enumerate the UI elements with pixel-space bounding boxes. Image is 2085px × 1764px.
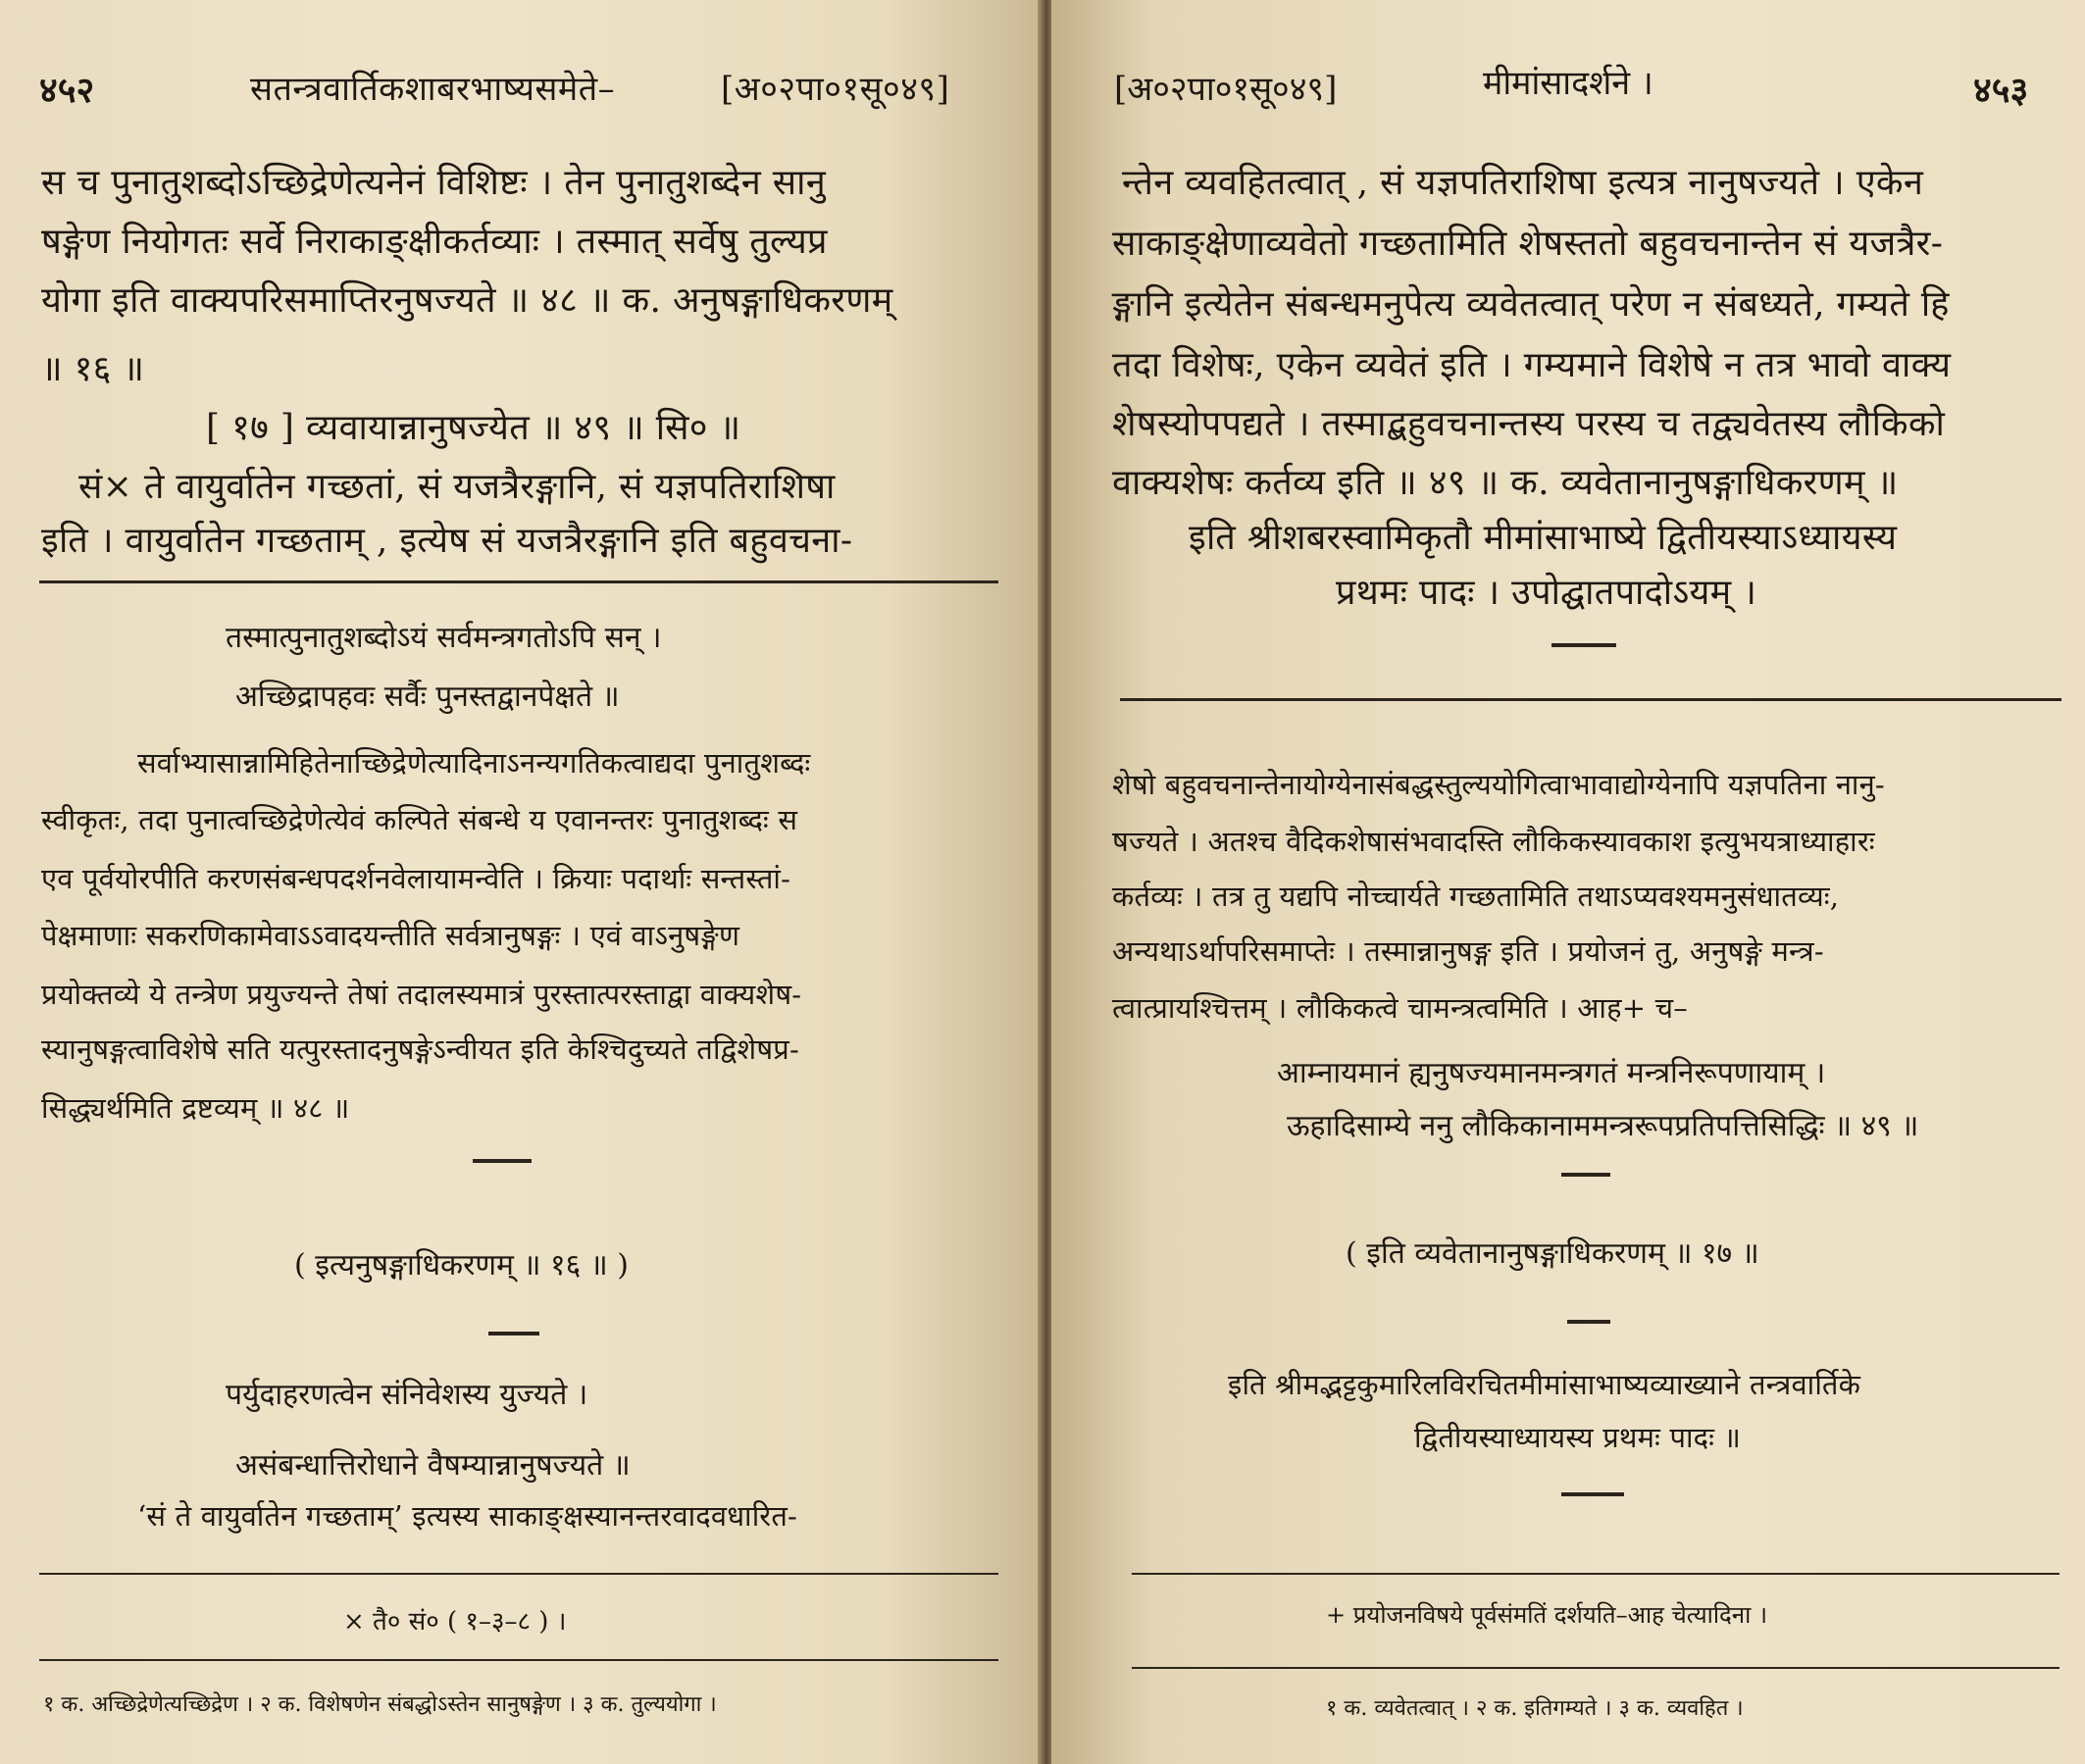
- left-commentary-line-7: सिद्ध्यर्थमिति द्रष्टव्यम् ॥ ४८ ॥: [41, 1091, 350, 1125]
- left-commentary-line-3: एव पूर्वयोरपीति करणसंबन्धपदर्शनवेलायामन्वेति । क्रियाः पदार्थाः सन्तस्तां-: [41, 862, 791, 895]
- right-commentary-line-1: शेषो बहुवचनान्तेनायोग्येनासंबद्धस्तुल्ययोगित्वाभावाद्योग्येनापि यज्ञपतिना नानु-: [1112, 768, 1885, 801]
- left-section-dash-2: [488, 1332, 539, 1336]
- right-colophon-line-2: प्रथमः पादः । उपोद्घातपादोऽयम् ।: [1336, 573, 1757, 613]
- right-section-ref: [अ०२पा०१सू०४९]: [1114, 70, 1338, 109]
- left-bhashya-line-2: षङ्गेण नियोगतः सर्वे निराकाङ्क्षीकर्तव्याः । तस्मात् सर्वेषु तुल्यप्र: [41, 222, 828, 262]
- left-bhashya2-line-2: इति । वायुर्वातेन गच्छताम् , इत्येष सं यजत्रैरङ्गानि इति बहुवचना-: [41, 521, 853, 561]
- right-footnotes: १ क. व्यवेतत्वात् । २ क. इतिगम्यते । ३ क. व्यवहित ।: [1326, 1696, 1744, 1721]
- right-section-end: ( इति व्यवेतानानुषङ्गाधिकरणम् ॥ १७ ॥: [1346, 1236, 1759, 1271]
- left-footnote-rule: [39, 1659, 998, 1661]
- left-bhashya-line-3: योगा इति वाक्यपरिसमाप्तिरनुषज्यते ॥ ४८ ॥ क. अनुषङ्गाधिकरणम्: [41, 280, 893, 321]
- right-bhashya-line-1: न्तेन व्यवहितत्वात् , सं यज्ञपतिराशिषा इत्यत्र नानुषज्यते । एकेन: [1122, 163, 1924, 203]
- left-footnotes: १ क. अच्छिद्रेणेत्यच्छिद्रेण । २ क. विशेषणेन संबद्धोऽस्तेन सानुषङ्गेण । ३ क. तुल्ययोगा ।: [43, 1692, 717, 1717]
- right-bhashya-line-5: शेषस्योपपद्यते । तस्माद्बहुवचनान्तस्य परस्य च तद्व्यवेतस्य लौकिको: [1112, 404, 1946, 444]
- right-commentary-line-3: कर्तव्यः । तत्र तु यद्यपि नोच्चार्यते गच्छतामिति तथाऽप्यवश्यमनुसंधातव्यः,: [1112, 880, 1840, 913]
- left-commentary2-line: ‘सं ते वायुर्वातेन गच्छताम्’ इत्यस्य साकाङ्क्षस्यानन्तरवादवधारित-: [137, 1499, 798, 1533]
- left-bhashya2-line-1: सं× ते वायुर्वातेन गच्छतां, सं यजत्रैरङ्गानि, सं यज्ञपतिराशिषा: [78, 467, 836, 507]
- left-verse2-line-2: असंबन्धात्तिरोधाने वैषम्यान्नानुषज्यते ॥: [235, 1448, 631, 1483]
- sutra-line: [ १७ ] व्यवायान्नानुषज्येत ॥ ४९ ॥ सि० ॥: [206, 408, 741, 448]
- right-divider-rule: [1120, 698, 2061, 701]
- right-colophon2-line-1: इति श्रीमद्भट्टकुमारिलविरचितमीमांसाभाष्यव्याख्याने तन्त्रवार्तिके: [1228, 1368, 1861, 1401]
- left-section-dash-1: [473, 1159, 532, 1163]
- left-commentary-line-6: स्यानुषङ्गत्वाविशेषे सति यत्पुरस्तादनुषङ्गेऽन्वीयत इति केश्चिदुच्यते तद्विशेषप्र-: [41, 1033, 799, 1066]
- right-note-rule: [1132, 1573, 2060, 1575]
- right-page-number: ४५३: [1973, 70, 2029, 111]
- right-colophon-dash: [1551, 643, 1616, 647]
- right-commentary-line-5: त्वात्प्रायश्चित्तम् । लौकिकत्वे चामन्त्रत्वमिति । आह+ च–: [1112, 991, 1688, 1025]
- right-note: + प्रयोजनविषये पूर्वसंमतिं दर्शयति–आह चेत्यादिना ।: [1326, 1601, 1768, 1629]
- left-commentary-line-1: सर्वाभ्यासान्नामिहितेनाच्छिद्रेणेत्यादिनाऽनन्यगतिकत्वाद्यदा पुनातुशब्दः: [137, 746, 811, 780]
- left-verse-line-2: अच्छिद्रापहवः सर्वैः पुनस्तद्वानपेक्षते ॥: [235, 680, 620, 714]
- right-commentary-line-4: अन्यथाऽर्थापरिसमाप्तेः । तस्मान्नानुषङ्ग इति । प्रयोजनं तु, अनुषङ्गे मन्त्र-: [1112, 934, 1824, 968]
- left-commentary-line-4: पेक्षमाणाः सकरणिकामेवाऽऽवादयन्तीति सर्वत्रानुषङ्गः । एवं वाऽनुषङ्गेण: [41, 919, 740, 952]
- right-colophon2-dash: [1561, 1492, 1624, 1496]
- right-commentary-line-2: षज्यते । अतश्च वैदिकशेषासंभवादस्ति लौकिकस्यावकाश इत्युभयत्राध्याहारः: [1112, 825, 1875, 858]
- right-section-dash-2: [1567, 1320, 1610, 1324]
- left-verse-line-1: तस्मात्पुनातुशब्दोऽयं सर्वमन्त्रगतोऽपि सन् ।: [226, 621, 662, 655]
- left-divider-rule: [39, 580, 998, 583]
- left-page: [0, 0, 1042, 1764]
- left-bhashya-line-4: ॥ १६ ॥: [41, 349, 145, 389]
- left-running-title: सतन्त्रवार्तिकशाबरभाष्यसमेते–: [250, 70, 616, 109]
- right-section-dash-1: [1561, 1173, 1610, 1177]
- right-bhashya-line-3: ङ्गानि इत्येतेन संबन्धमनुपेत्य व्यवेतत्वात् परेण न संबध्यते, गम्यते हि: [1112, 284, 1950, 325]
- right-colophon2-line-2: द्वितीयस्याध्यायस्य प्रथमः पादः ॥: [1414, 1421, 1742, 1454]
- right-verse-line-1: आम्नायमानं ह्यनुषज्यमानमन्त्रगतं मन्त्रनिरूपणायाम् ।: [1277, 1056, 1826, 1090]
- left-note: × तै० सं० ( १–३–८ ) ।: [343, 1607, 567, 1637]
- right-verse-line-2: ऊहादिसाम्ये ननु लौकिकानाममन्त्ररूपप्रतिपत्तिसिद्धिः ॥ ४९ ॥: [1287, 1109, 1919, 1143]
- left-section-ref: [अ०२पा०१सू०४९]: [721, 70, 950, 109]
- left-verse2-line-1: पर्युदाहरणत्वेन संनिवेशस्य युज्यते ।: [226, 1378, 588, 1412]
- left-section-end: ( इत्यनुषङ्गाधिकरणम् ॥ १६ ॥ ): [294, 1248, 629, 1283]
- right-colophon-line-1: इति श्रीशबरस्वामिकृतौ मीमांसाभाष्ये द्वितीयस्याऽध्यायस्य: [1189, 518, 1898, 558]
- left-bhashya-line-1: स च पुनातुशब्दोऽच्छिद्रेणेत्यनेनं विशिष्टः । तेन पुनातुशब्देन सानु: [41, 163, 826, 203]
- left-commentary-line-2: स्वीकृतः, तदा पुनात्वच्छिद्रेणेत्येवं कल्पिते संबन्धे य एवानन्तरः पुनातुशब्दः स: [41, 803, 798, 836]
- right-bhashya-line-4: तदा विशेषः, एकेन व्यवेतं इति । गम्यमाने विशेषे न तत्र भावो वाक्य: [1112, 345, 1952, 385]
- right-running-title: मीमांसादर्शने ।: [1483, 64, 1653, 103]
- right-page: [1051, 0, 2085, 1764]
- right-footnote-rule: [1132, 1667, 2060, 1669]
- left-page-number: ४५२: [39, 70, 95, 111]
- left-commentary-line-5: प्रयोक्तव्ये ये तन्त्रेण प्रयुज्यन्ते तेषां तदालस्यमात्रं पुरस्तात्परस्ताद्वा वाक्यशेष-: [41, 978, 802, 1011]
- right-bhashya-line-6: वाक्यशेषः कर्तव्य इति ॥ ४९ ॥ क. व्यवेतानानुषङ्गाधिकरणम् ॥: [1112, 463, 1899, 503]
- right-bhashya-line-2: साकाङ्क्षेणाव्यवेतो गच्छतामिति शेषस्ततो बहुवचनान्तेन सं यजत्रैर-: [1112, 224, 1944, 264]
- left-note-rule: [39, 1573, 998, 1575]
